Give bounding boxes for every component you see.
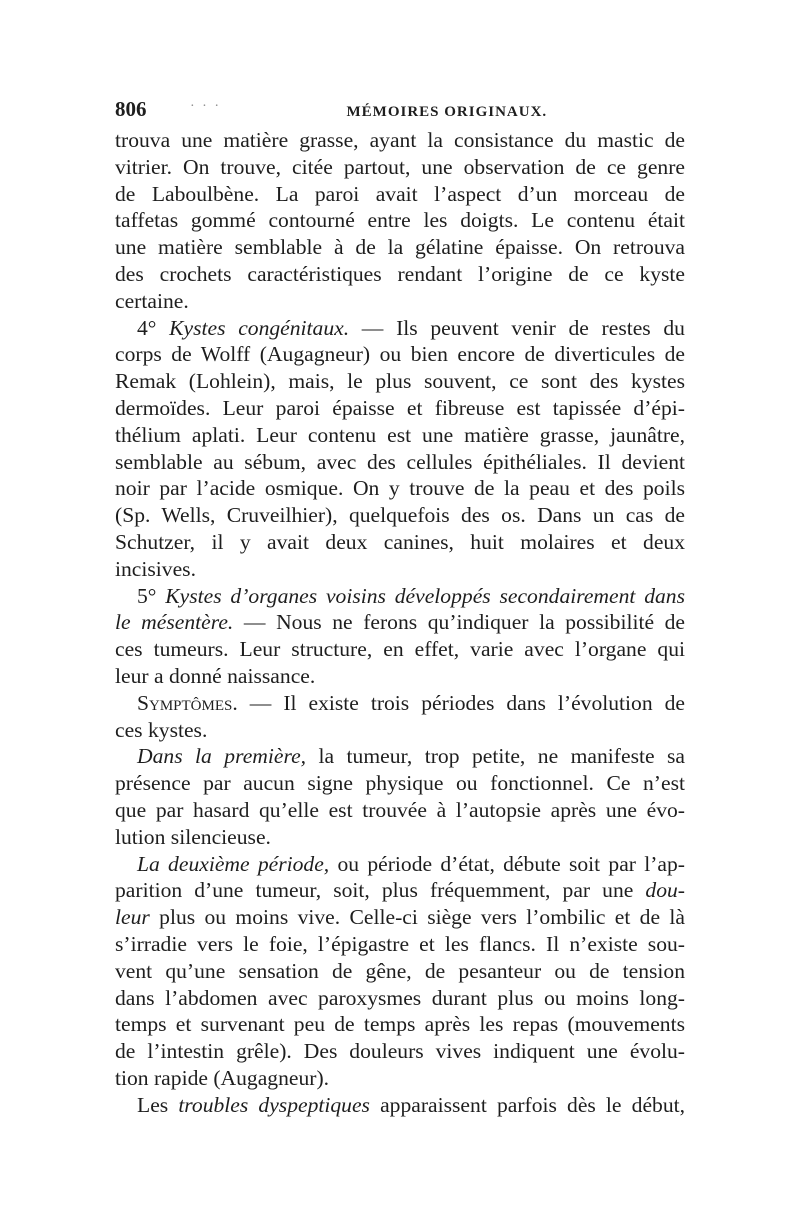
text-span: apparaissent parfois dès le début, (369, 1092, 686, 1117)
text-line: que par hasard qu’elle est trouvée à l’autopsie après une évo- (115, 797, 685, 822)
section-number: 4° (137, 315, 157, 340)
text-line (115, 877, 685, 904)
page-number: 806 (115, 97, 147, 121)
text-line: vent qu’une sensation de gêne, de pesanteur ou de tension (115, 958, 685, 983)
section-heading: Kystes congénitaux. (169, 315, 350, 340)
section-heading-smallcaps: Symptômes. (137, 690, 238, 715)
text-span: ou période d’état, débute soit par l’ap- (329, 851, 686, 876)
text-line: semblable au sébum, avec des cellules épithéliales. Il devient (115, 449, 685, 474)
text-line: tion rapide (Augagneur). (115, 1065, 330, 1090)
text-line: présence par aucun signe physique ou fonctionnel. Ce n’est (115, 771, 685, 796)
running-title: MÉMOIRES ORIGINAUX. (346, 104, 548, 120)
text-line: noir par l’acide osmique. On y trouve de la peau et des poils (115, 476, 685, 501)
text-line: une matière semblable à de la gélatine épaisse. On retrouva (115, 235, 685, 260)
text-line (115, 583, 685, 610)
text-line: incisives. (115, 556, 196, 581)
section-heading: Kystes d’organes voisins développés secondairement dans (165, 583, 685, 608)
text-span: — Il existe trois périodes dans l’évolution de (237, 690, 685, 715)
text-line (115, 690, 685, 717)
text-line: vitrier. On trouve, citée partout, une observation de ce genre (115, 154, 685, 179)
text-line (115, 1092, 685, 1119)
text-line: dans l’abdomen avec paroxysmes durant plus ou moins long- (115, 985, 685, 1010)
text-span: la tumeur, trop petite, ne manifeste sa (306, 744, 686, 769)
text-line: Schutzer, il y avait deux canines, huit molaires et deux (115, 529, 685, 554)
section-number: 5° (137, 583, 157, 608)
text-line: des crochets caractéristiques rendant l’origine de ce kyste (115, 261, 685, 286)
text-span: — Nous ne ferons qu’indiquer la possibilité de (233, 610, 685, 635)
text-line: certaine. (115, 288, 189, 313)
text-line: dermoïdes. Leur paroi épaisse et fibreuse est tapissée d’épi- (115, 395, 685, 420)
text-span: parition d’une tumeur, soit, plus fréquemment, par une (115, 878, 646, 903)
text-span: Les (137, 1092, 179, 1117)
text-line: ces tumeurs. Leur structure, en effet, varie avec l’organe qui (115, 637, 685, 662)
section-heading: le mésentère. (115, 610, 234, 635)
text-line: corps de Wolff (Augagneur) ou bien encore de diverticules de (115, 342, 685, 367)
text-line (115, 609, 685, 636)
italic-phrase: La deuxième période, (137, 851, 330, 876)
text-line (115, 743, 685, 770)
text-span: plus ou moins vive. Celle-ci siège vers l’ombilic et de là (149, 905, 685, 930)
text-line: (Sp. Wells, Cruveilhier), quelquefois des os. Dans un cas de (115, 503, 685, 528)
text-line: ces kystes. (115, 717, 208, 742)
text-line: temps et survenant peu de temps après les repas (mouvements (115, 1012, 685, 1037)
page-header (115, 97, 685, 122)
text-line (115, 904, 685, 931)
text-line: trouva une matière grasse, ayant la consistance du mastic de (115, 128, 685, 152)
text-line: Remak (Lohlein), mais, le plus souvent, ce sont des kystes (115, 369, 685, 394)
text-line: leur a donné naissance. (115, 663, 316, 688)
text-span: — Ils peuvent venir de restes du (349, 315, 685, 340)
text-line (115, 315, 685, 342)
text-line: thélium aplati. Leur contenu est une matière grasse, jaunâtre, (115, 422, 685, 447)
italic-phrase: dou- (645, 878, 685, 903)
header-dots: · · · (190, 99, 221, 114)
text-line: s’irradie vers le foie, l’épigastre et les flancs. Il n’existe sou- (115, 931, 685, 956)
italic-phrase: leur (115, 905, 150, 930)
text-line: lution silencieuse. (115, 824, 271, 849)
text-line (115, 851, 685, 878)
body-text (115, 127, 685, 1118)
text-line: taffetas gommé contourné entre les doigts. Le contenu était (115, 208, 685, 233)
text-line: de l’intestin grêle). Des douleurs vives indiquent une évolu- (115, 1039, 685, 1064)
italic-phrase: Dans la première, (137, 744, 307, 769)
text-line: de Laboulbène. La paroi avait l’aspect d’un morceau de (115, 181, 685, 206)
italic-phrase: troubles dyspeptiques (178, 1092, 370, 1117)
